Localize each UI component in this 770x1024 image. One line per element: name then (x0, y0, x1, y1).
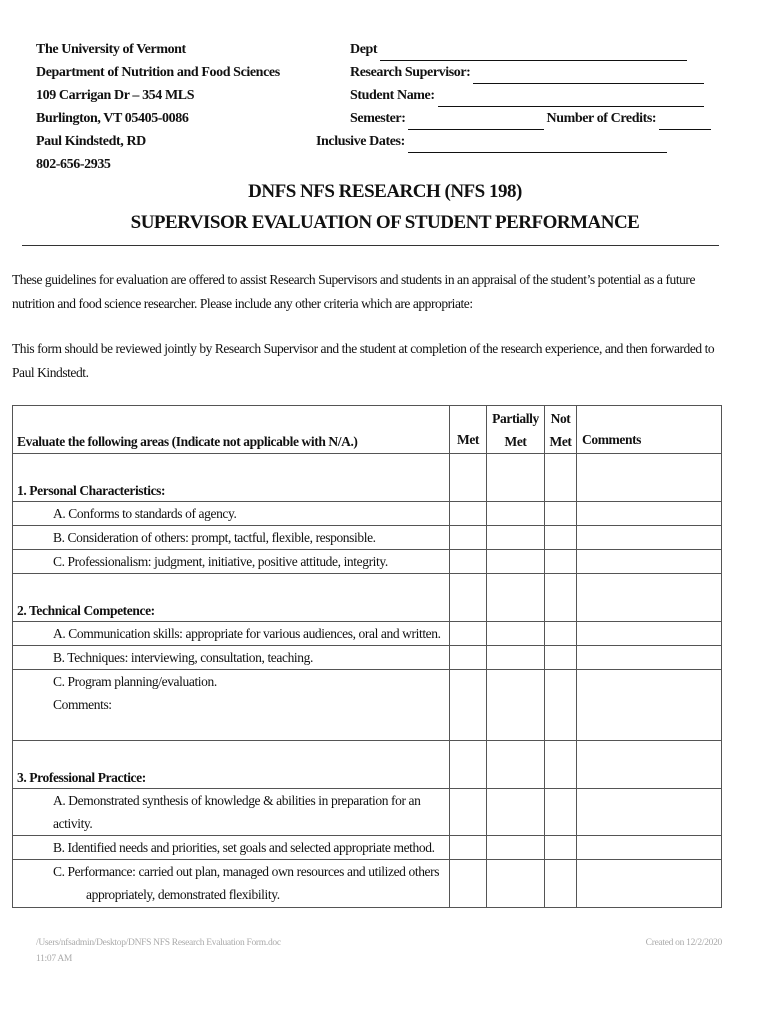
guidelines-paragraph: These guidelines for evaluation are offered to assist Research Supervisors and students in an appraisal of the student’s potential as a future nutrition and food science researcher. Please include any other criteria which are appropriate: (12, 272, 696, 311)
criterion-item: C. Program planning/evaluation. (53, 674, 217, 689)
not-met-cell[interactable] (545, 836, 577, 860)
not-met-cell[interactable] (545, 454, 577, 502)
partially-met-cell[interactable] (487, 574, 545, 622)
met-cell[interactable] (450, 741, 487, 789)
not-met-cell[interactable] (545, 574, 577, 622)
not-met-cell[interactable] (545, 789, 577, 836)
contact-name: Paul Kindstedt, RD (36, 134, 146, 149)
dept-label: Dept (350, 42, 378, 57)
partially-met-cell[interactable] (487, 454, 545, 502)
comments-cell[interactable] (577, 550, 722, 574)
file-path: /Users/nfsadmin/Desktop/DNFS NFS Research Evaluation Form.doc (36, 938, 281, 948)
criterion-item-continuation: appropriately, demonstrated flexibility. (86, 887, 280, 902)
credits-label: Number of Credits: (546, 111, 657, 126)
table-row (13, 741, 722, 789)
inclusive-dates-field[interactable] (316, 130, 667, 153)
file-time: 11:07 AM (36, 954, 73, 964)
dept-blank[interactable] (380, 46, 687, 61)
comments-cell[interactable] (577, 502, 722, 526)
dates-blank[interactable] (408, 138, 667, 153)
evaluation-table (12, 405, 722, 908)
semester-blank[interactable] (408, 115, 544, 130)
area-column-header: Evaluate the following areas (Indicate not applicable with N/A.) (13, 406, 450, 454)
supervisor-field[interactable] (350, 61, 704, 84)
met-cell[interactable] (450, 836, 487, 860)
criterion-item: B. Techniques: interviewing, consultation, teaching. (13, 646, 450, 670)
comments-cell[interactable] (577, 646, 722, 670)
not-met-cell[interactable] (545, 550, 577, 574)
partially-met-cell[interactable] (487, 622, 545, 646)
partially-met-cell[interactable] (487, 526, 545, 550)
semester-credits-field[interactable] (350, 107, 711, 130)
met-cell[interactable] (450, 550, 487, 574)
table-row (13, 860, 722, 908)
comments-cell[interactable] (577, 454, 722, 502)
comments-cell[interactable] (577, 836, 722, 860)
partially-met-cell[interactable] (487, 502, 545, 526)
comments-cell[interactable] (577, 860, 722, 908)
criterion-item: A. Communication skills: appropriate for various audiences, oral and written. (13, 622, 450, 646)
supervisor-label: Research Supervisor: (350, 65, 471, 80)
title-divider (22, 245, 719, 246)
partially-met-cell[interactable] (487, 646, 545, 670)
partially-met-cell[interactable] (487, 836, 545, 860)
table-row (13, 789, 722, 836)
contact-phone: 802-656-2935 (36, 157, 111, 172)
dates-label: Inclusive Dates: (316, 134, 405, 149)
student-name-field[interactable] (350, 84, 704, 107)
not-met-cell[interactable] (545, 741, 577, 789)
table-row (13, 550, 722, 574)
met-cell[interactable] (450, 454, 487, 502)
not-met-label: Met (549, 434, 572, 449)
partially-met-cell[interactable] (487, 789, 545, 836)
comments-cell[interactable] (577, 622, 722, 646)
form-title-line2: SUPERVISOR EVALUATION OF STUDENT PERFORMANCE (130, 212, 640, 233)
section-title-practice: 3. Professional Practice: (13, 741, 450, 789)
created-date-footer: Created on 12/2/2020 (645, 938, 722, 948)
review-paragraph: This form should be reviewed jointly by Research Supervisor and the student at completion of the research experience, and then forwarded to Paul Kindstedt. (12, 341, 715, 380)
criterion-item-with-comments (13, 670, 450, 741)
table-row (13, 622, 722, 646)
not-met-cell[interactable] (545, 502, 577, 526)
comments-cell[interactable] (577, 574, 722, 622)
comments-column-header: Comments (577, 406, 722, 454)
table-row (13, 502, 722, 526)
comments-cell[interactable] (577, 670, 722, 741)
partially-label: Partially (492, 411, 539, 426)
section-title-personal: 1. Personal Characteristics: (13, 454, 450, 502)
met-cell[interactable] (450, 789, 487, 836)
form-title-line1: DNFS NFS RESEARCH (NFS 198) (248, 181, 522, 202)
criterion-item: B. Consideration of others: prompt, tactful, flexible, responsible. (13, 526, 450, 550)
met-column-header: Met (450, 406, 487, 454)
table-row (13, 670, 722, 741)
met-cell[interactable] (450, 574, 487, 622)
institution-name: The University of Vermont (36, 42, 186, 57)
table-row (13, 574, 722, 622)
not-label: Not (550, 411, 571, 426)
student-name-label: Student Name: (350, 88, 435, 103)
city-state-zip: Burlington, VT 05405-0086 (36, 111, 189, 126)
criterion-item: B. Identified needs and priorities, set goals and selected appropriate method. (13, 836, 450, 860)
not-met-cell[interactable] (545, 526, 577, 550)
partially-met-cell[interactable] (487, 741, 545, 789)
section-title-technical: 2. Technical Competence: (13, 574, 450, 622)
met-cell[interactable] (450, 670, 487, 741)
semester-label: Semester: (350, 111, 406, 126)
table-row (13, 836, 722, 860)
criterion-item: C. Performance: carried out plan, managed own resources and utilized others (53, 864, 440, 879)
criterion-item-multiline (13, 860, 450, 908)
criterion-item: A. Conforms to standards of agency. (13, 502, 450, 526)
institution-address-block (36, 38, 280, 176)
met-cell[interactable] (450, 502, 487, 526)
comments-cell[interactable] (577, 526, 722, 550)
not-met-cell[interactable] (545, 670, 577, 741)
student-name-blank[interactable] (438, 92, 704, 107)
met-cell[interactable] (450, 860, 487, 908)
credits-blank[interactable] (659, 115, 711, 130)
supervisor-blank[interactable] (473, 69, 704, 84)
dept-field[interactable] (350, 38, 687, 61)
table-header-row (13, 406, 722, 454)
not-met-cell[interactable] (545, 860, 577, 908)
table-row (13, 646, 722, 670)
partially-met-cell[interactable] (487, 550, 545, 574)
partially-met-column-header (487, 406, 545, 454)
comments-cell[interactable] (577, 741, 722, 789)
met-cell[interactable] (450, 646, 487, 670)
criterion-item: C. Professionalism: judgment, initiative, positive attitude, integrity. (13, 550, 450, 574)
file-path-footer (36, 935, 281, 967)
street-address: 109 Carrigan Dr – 354 MLS (36, 88, 195, 103)
not-met-cell[interactable] (545, 622, 577, 646)
department-name: Department of Nutrition and Food Sciences (36, 65, 280, 80)
criterion-item: A. Demonstrated synthesis of knowledge & abilities in preparation for an activity. (13, 789, 450, 836)
table-row (13, 526, 722, 550)
partially-met-cell[interactable] (487, 670, 545, 741)
not-met-cell[interactable] (545, 646, 577, 670)
comments-label: Comments: (53, 697, 112, 712)
table-row (13, 454, 722, 502)
met-cell[interactable] (450, 526, 487, 550)
partially-met-cell[interactable] (487, 860, 545, 908)
not-met-column-header (545, 406, 577, 454)
partially-met-label: Met (504, 434, 527, 449)
comments-cell[interactable] (577, 789, 722, 836)
met-cell[interactable] (450, 622, 487, 646)
